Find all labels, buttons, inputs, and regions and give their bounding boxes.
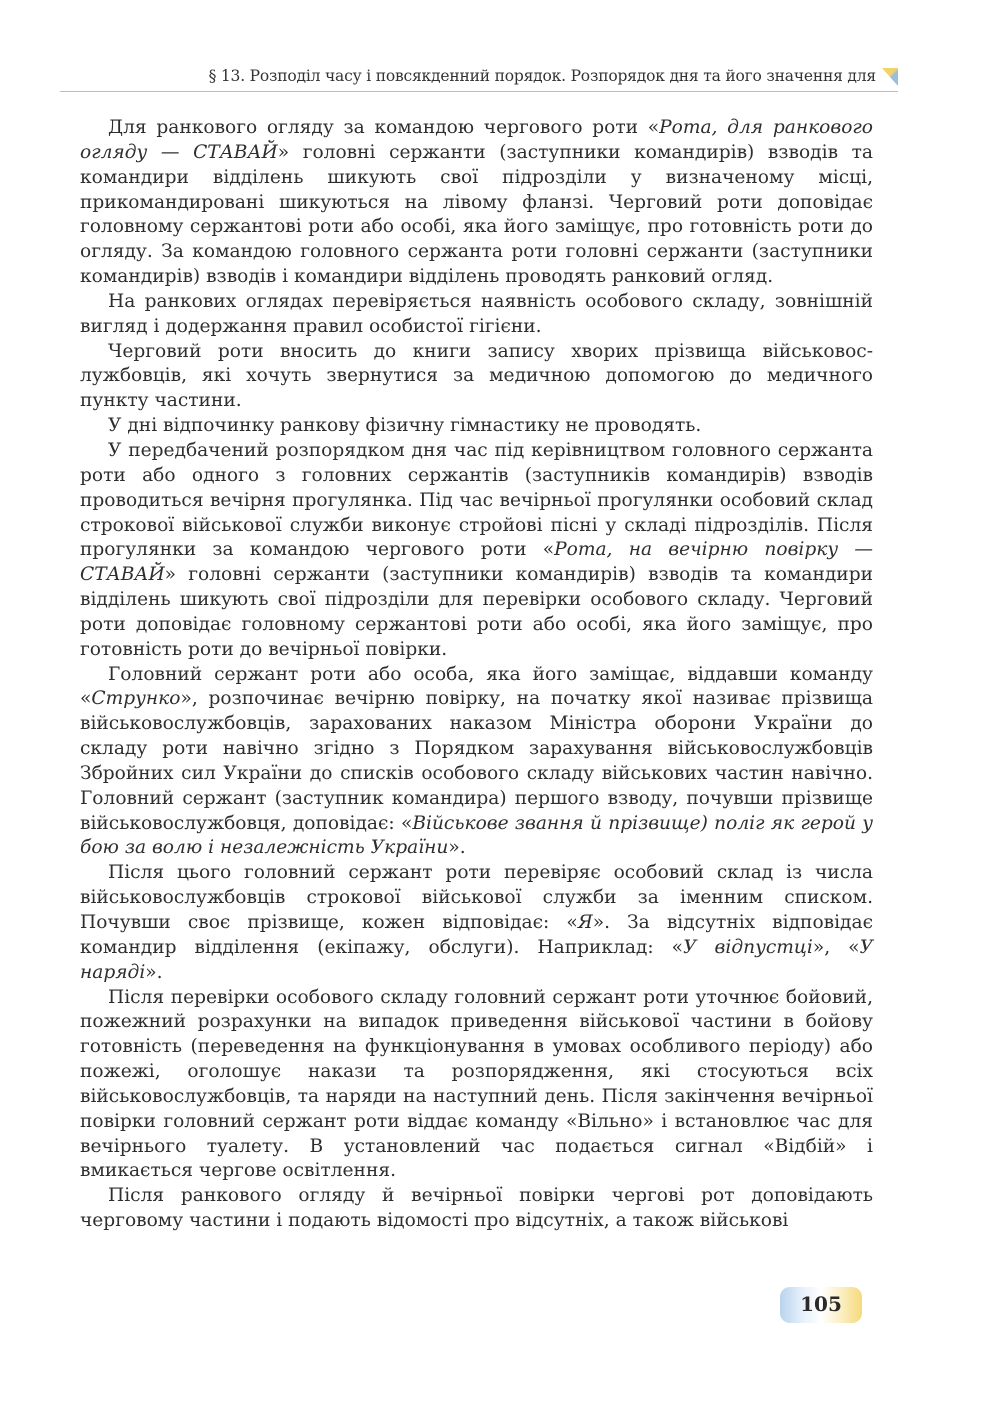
text-run: ».: [145, 961, 163, 983]
answer-italic: У наряді: [80, 936, 873, 983]
answer-italic: У відпустці: [683, 936, 813, 958]
paragraph: [80, 290, 873, 340]
paragraph: [80, 439, 873, 663]
text-run: На ранкових оглядах перевіряється наявність особового складу, зовнішній вигляд і додержання правил особистої гігієни.: [80, 290, 873, 337]
page-number: 105: [800, 1292, 842, 1316]
text-run: », «: [812, 936, 860, 958]
running-header: [60, 64, 898, 92]
text-run: », розпочинає вечірню повірку, на початку якої називає прізвища військовослужбовців, зарахованих наказом Міністра оборони України до складу роти навічно згідно з Порядком зарахування військовослужбовців Збройних сил України до списків особового складу військових частин навічно. Головний сержант (заступник командира) першого взводу, почувши прізвище військовослужбовця, доповідає: «: [80, 688, 873, 834]
command-italic: Струнко: [91, 688, 181, 710]
text-run: Головний сержант роти або особа, яка його заміщає, віддавши команду «: [80, 663, 873, 710]
text-run: » головні сержанти (заступники командирів) взводів та командири відділень шикують свої підрозділи у визначеному місці, прикомандировані шикуються на лівому фланзі. Черговий роти доповідає головному сержантові роти або особі, яка його заміщує, про готовність роти до огляду. За командою головного сержанта роти головні сержанти (заступники командирів) взводів і командири відділень проводять ранковий огляд.: [80, 141, 873, 288]
header-title: § 13. Розподіл часу і повсякденний порядок. Розпорядок дня та його значення для: [208, 67, 876, 85]
text-run: » головні сержанти (заступники командирів) взводів та командири відділень шикують свої підрозділи для перевірки особового складу. Черговий роти доповідає головному сержантові роти або особі, яка його заміщує, про готовність роти до вечірньої повірки.: [80, 564, 873, 660]
page-body: [80, 116, 873, 1234]
corner-decoration: [882, 68, 898, 86]
text-run: Для ранкового огляду за командою чергового роти «: [108, 117, 660, 138]
report-italic: Військове звання й прізвище) поліг як герой у бою за волю і незалежність України: [80, 812, 874, 859]
paragraph: [80, 861, 873, 985]
command-italic: Рота, для ранкового огляду — СТАВАЙ: [80, 117, 873, 163]
header-divider: [60, 91, 898, 92]
text-run: У дні відпочинку ранкову фізичну гімнастику не проводять.: [108, 415, 702, 437]
command-italic: Рота, на вечірню повірку — СТАВАЙ: [80, 539, 873, 586]
text-run: ».: [448, 837, 466, 859]
text-run: Після перевірки особового складу головний сержант роти уточнює бойовий, пожежний розрахунки на випадок приведення військової частини в бойову готовність (переведення на функціонування в умовах особливого періоду) або пожежі, оголошує накази та розпорядження, які стосуються всіх військовослужбовців, та наряди на наступний день. Після закінчення вечірньої повірки головний сержант роти віддає команду «Вільно» і встановлює час для вечірнього туалету. В установлений час подається сигнал «Відбій» і вмикається чергове освітлення.: [80, 986, 873, 1182]
paragraph: [80, 986, 873, 1185]
text-run: У передбачений розпорядком дня час під керівництвом головного сержанта роти або одного з головних сержантів (заступників командирів) взводів проводиться вечірня прогулянка. Під час вечірньої прогулянки особовий склад строкової військової служби виконує стройові пісні у складі підрозділів. Після прогулянки за командою чергового роти «: [80, 439, 873, 561]
answer-italic: Я: [577, 912, 593, 933]
paragraph: [80, 663, 873, 862]
paragraph: [80, 414, 873, 439]
text-run: Після ранкового огляду й вечірньої повірки чергові рот доповідають черговому частини і подають відомості про відсутніх, а також військові: [80, 1185, 873, 1232]
paragraph: [80, 340, 873, 415]
text-run: Черговий роти вносить до книги запису хворих прізвища військовослужбовців, які хочуть звернутися за медичною допомогою до медичного пункту частини.: [80, 340, 873, 412]
paragraph: [80, 116, 873, 290]
paragraph: [80, 1184, 873, 1234]
text-run: Після цього головний сержант роти перевіряє особовий склад із числа військовослужбовців строкової військової служби за іменним списком. Почувши своє прізвище, кожен відповідає: «: [80, 862, 873, 933]
page-number-badge: [780, 1287, 862, 1323]
text-run: ». За відсутніх відповідає командир відділення (екіпажу, обслуги). Наприклад: «: [80, 912, 874, 958]
